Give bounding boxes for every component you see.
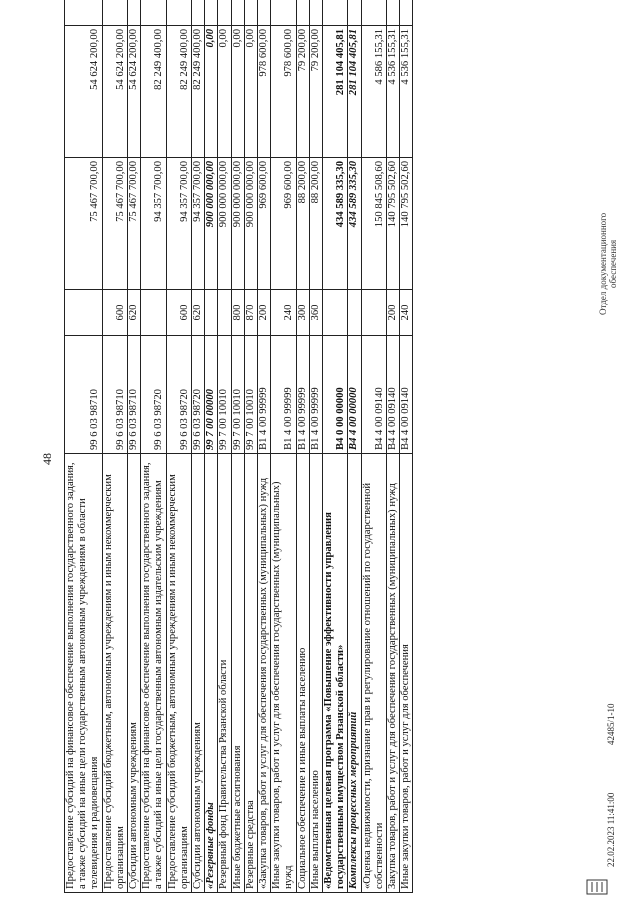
row-expense-type: 200 — [387, 290, 400, 336]
row-target-code: В1 4 00 99999 — [296, 336, 309, 454]
row-description: Закупка товаров, работ и услуг для обеспечения государственных (муниципальных) нужд — [387, 454, 400, 893]
row-amount-2023: 88 200,00 — [309, 158, 322, 290]
table-row — [102, 0, 127, 893]
row-amount-2023: 969 600,00 — [271, 158, 296, 290]
row-amount-2023: 94 357 700,00 — [166, 158, 191, 290]
row-amount-2025 — [309, 0, 322, 26]
row-target-code: В4 0 00 00000 — [323, 336, 348, 454]
row-expense-type — [218, 290, 231, 336]
row-description: Иные закупки товаров, работ и услуг для обеспечения государственных (муниципальных) нужд — [271, 454, 296, 893]
row-description: Резервные средства — [244, 454, 257, 893]
row-target-code: 99 7 00 10010 — [218, 336, 231, 454]
row-target-code: В4 4 00 09140 — [387, 336, 400, 454]
row-expense-type — [323, 290, 348, 336]
table-row — [166, 0, 191, 893]
footer-datetime: 22.02.2023 11:41:00 — [606, 792, 616, 867]
row-expense-type: 300 — [296, 290, 309, 336]
row-amount-2025 — [296, 0, 309, 26]
row-target-code: 99 6 03 98720 — [141, 336, 166, 454]
row-expense-type: 800 — [231, 290, 244, 336]
budget-table-body — [65, 0, 413, 893]
table-row — [400, 0, 413, 893]
row-expense-type — [361, 290, 386, 336]
row-amount-2024: 82 249 400,00 — [141, 26, 166, 158]
row-amount-2025 — [218, 0, 231, 26]
row-target-code: 99 6 03 98710 — [65, 336, 103, 454]
table-row — [205, 0, 218, 893]
table-row — [218, 0, 231, 893]
row-amount-2025 — [271, 0, 296, 26]
row-description: Комплексы процессных мероприятий — [348, 454, 361, 893]
row-description: Предоставление субсидий бюджетным, автономным учреждениям и иным некоммерческим организациям — [166, 454, 191, 893]
row-amount-2024: 0,00 — [244, 26, 257, 158]
row-expense-type: 600 — [166, 290, 191, 336]
row-description: Субсидии автономным учреждениям — [192, 454, 205, 893]
table-row — [387, 0, 400, 893]
row-target-code: В4 4 00 00000 — [348, 336, 361, 454]
row-amount-2024: 4 586 155,31 — [361, 26, 386, 158]
row-description: «Ведомственная целевая программа «Повышение эффективности управления государственным имуществом Рязанской области» — [323, 454, 348, 893]
row-amount-2024: 54 624 200,00 — [128, 26, 141, 158]
row-target-code: В1 4 00 99999 — [309, 336, 322, 454]
row-amount-2025 — [102, 0, 127, 26]
row-target-code: В1 4 00 99999 — [271, 336, 296, 454]
row-amount-2024: 0,00 — [231, 26, 244, 158]
row-target-code: В4 4 00 09140 — [400, 336, 413, 454]
row-target-code: В4 4 00 09140 — [361, 336, 386, 454]
row-description: Предоставление субсидий бюджетным, автономным учреждениям и иным некоммерческим организациям — [102, 454, 127, 893]
row-amount-2023: 434 589 335,30 — [323, 158, 348, 290]
row-amount-2025 — [231, 0, 244, 26]
row-description: Иные бюджетные ассигнования — [231, 454, 244, 893]
row-target-code: 99 6 03 98720 — [166, 336, 191, 454]
row-amount-2024: 79 200,00 — [296, 26, 309, 158]
row-amount-2025 — [192, 0, 205, 26]
table-row — [271, 0, 296, 893]
row-amount-2023: 94 357 700,00 — [192, 158, 205, 290]
page-number: 48 — [40, 453, 54, 465]
row-amount-2023: 900 000 000,00 — [218, 158, 231, 290]
table-row — [141, 0, 166, 893]
row-description: «Резервные фонды — [205, 454, 218, 893]
row-expense-type — [141, 290, 166, 336]
row-expense-type — [348, 290, 361, 336]
table-row — [348, 0, 361, 893]
row-amount-2023: 150 845 508,60 — [361, 158, 386, 290]
row-amount-2023: 75 467 700,00 — [65, 158, 103, 290]
table-row — [323, 0, 348, 893]
table-row — [296, 0, 309, 893]
row-amount-2023: 140 795 502,60 — [400, 158, 413, 290]
table-row — [309, 0, 322, 893]
budget-table — [64, 0, 413, 893]
row-amount-2025 — [141, 0, 166, 26]
table-row — [128, 0, 141, 893]
row-expense-type: 870 — [244, 290, 257, 336]
row-amount-2024: 54 624 200,00 — [102, 26, 127, 158]
row-target-code: 99 6 03 98710 — [128, 336, 141, 454]
row-amount-2024: 4 536 155,31 — [387, 26, 400, 158]
row-amount-2023: 75 467 700,00 — [128, 158, 141, 290]
row-amount-2025 — [244, 0, 257, 26]
row-amount-2025 — [400, 0, 413, 26]
row-target-code: 99 7 00 00000 — [205, 336, 218, 454]
row-amount-2025 — [348, 0, 361, 26]
row-amount-2023: 94 357 700,00 — [141, 158, 166, 290]
footer-doc-id: 42485/1-10 — [606, 703, 616, 745]
row-amount-2024: 978 600,00 — [271, 26, 296, 158]
row-amount-2023: 434 589 335,30 — [348, 158, 361, 290]
row-amount-2024: 978 600,00 — [258, 26, 271, 158]
row-amount-2024: 54 624 200,00 — [65, 26, 103, 158]
row-amount-2023: 969 600,00 — [258, 158, 271, 290]
row-amount-2025 — [128, 0, 141, 26]
row-amount-2024: 281 104 405,81 — [348, 26, 361, 158]
department-stamp: Отдел документационного обеспечения — [598, 212, 618, 315]
row-target-code: 99 6 03 98720 — [192, 336, 205, 454]
row-description: Резервный фонд Правительства Рязанской области — [218, 454, 231, 893]
row-amount-2024: 82 249 400,00 — [192, 26, 205, 158]
row-expense-type: 240 — [400, 290, 413, 336]
row-description: «Оценка недвижимости, признание прав и регулирование отношений по государственной собственности — [361, 454, 386, 893]
row-amount-2025 — [361, 0, 386, 26]
row-amount-2024: 0,00 — [205, 26, 218, 158]
row-amount-2023: 88 200,00 — [296, 158, 309, 290]
row-amount-2025 — [258, 0, 271, 26]
row-expense-type — [65, 290, 103, 336]
row-expense-type: 360 — [309, 290, 322, 336]
row-description: Предоставление субсидий на финансовое обеспечение выполнения государственного задания, а также субсидий на иные цели государственным автономным издательским учреждениям — [141, 454, 166, 893]
row-description: Социальное обеспечение и иные выплаты населению — [296, 454, 309, 893]
row-target-code: 99 6 03 98710 — [102, 336, 127, 454]
table-row — [361, 0, 386, 893]
row-amount-2024: 4 536 155,31 — [400, 26, 413, 158]
row-description: Предоставление субсидий на финансовое обеспечение выполнения государственного задания, а также субсидий на иные цели государственным автономным учреждениям в области телевидения и радиовещания — [65, 454, 103, 893]
row-amount-2025 — [387, 0, 400, 26]
row-amount-2024: 79 200,00 — [309, 26, 322, 158]
row-description: «Закупка товаров, работ и услуг для обеспечения государственных (муниципальных) нужд — [258, 454, 271, 893]
row-target-code: 99 7 00 10010 — [244, 336, 257, 454]
table-row — [244, 0, 257, 893]
row-amount-2023: 900 000 000,00 — [231, 158, 244, 290]
row-amount-2023: 900 000 000,00 — [244, 158, 257, 290]
table-row — [65, 0, 103, 893]
table-row — [192, 0, 205, 893]
row-expense-type: 600 — [102, 290, 127, 336]
row-amount-2023: 140 795 502,60 — [387, 158, 400, 290]
row-expense-type: 200 — [258, 290, 271, 336]
row-amount-2024: 281 104 405,81 — [323, 26, 348, 158]
row-description: Иные выплаты населению — [309, 454, 322, 893]
row-target-code: В1 4 00 99999 — [258, 336, 271, 454]
row-expense-type: 620 — [128, 290, 141, 336]
row-amount-2024: 0,00 — [218, 26, 231, 158]
row-amount-2023: 75 467 700,00 — [102, 158, 127, 290]
row-expense-type — [205, 290, 218, 336]
row-amount-2024: 82 249 400,00 — [166, 26, 191, 158]
row-expense-type: 620 — [192, 290, 205, 336]
row-target-code: 99 7 00 10010 — [231, 336, 244, 454]
row-expense-type: 240 — [271, 290, 296, 336]
table-row — [258, 0, 271, 893]
row-amount-2025 — [205, 0, 218, 26]
row-amount-2025 — [166, 0, 191, 26]
row-description: Субсидии автономным учреждениям — [128, 454, 141, 893]
row-amount-2025 — [323, 0, 348, 26]
row-amount-2025 — [65, 0, 103, 26]
row-description: Иные закупки товаров, работ и услуг для обеспечения — [400, 454, 413, 893]
table-row — [231, 0, 244, 893]
row-amount-2023: 900 000 000,00 — [205, 158, 218, 290]
